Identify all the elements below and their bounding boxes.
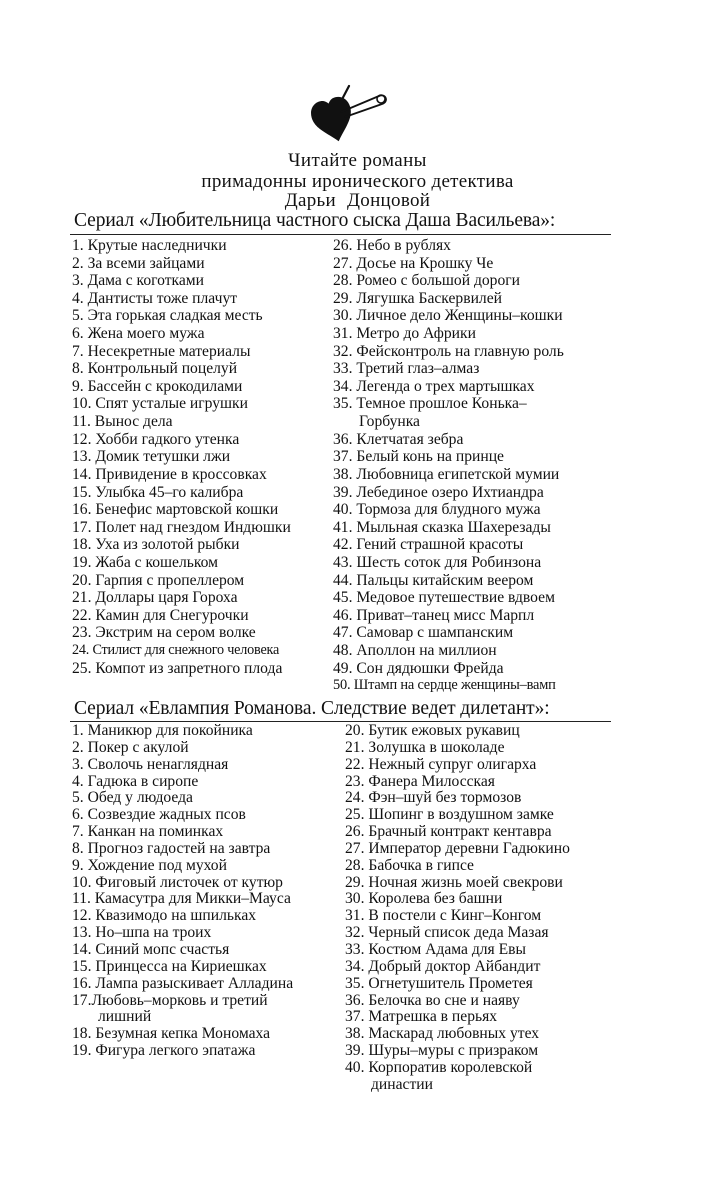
list-item: 15. Улыбка 45–го калибра (72, 483, 244, 501)
list-item-text: 35. Темное прошлое Конька– (333, 395, 527, 413)
list-item: 12. Квазимодо на шпильках (72, 907, 257, 925)
list-item: 42. Гений страшной красоты (333, 536, 524, 554)
list-item: 44. Пальцы китайским веером (333, 571, 534, 589)
list-item: 28. Бабочка в гипсе (345, 856, 474, 874)
list-item: 16. Лампа разыскивает Алладина (72, 974, 294, 992)
list-item: 43. Шесть соток для Робинзона (333, 553, 542, 571)
list-item: 8. Прогноз гадостей на завтра (72, 839, 271, 857)
list-item: 18. Безумная кепка Мономаха (72, 1025, 271, 1043)
series1-rule (70, 234, 611, 235)
list-item: 33. Костюм Адама для Евы (345, 940, 526, 958)
list-item: 24. Стилист для снежного человека (72, 642, 280, 659)
list-item: 35. Огнетушитель Прометея (345, 974, 533, 992)
list-item: 16. Бенефис мартовской кошки (72, 501, 279, 519)
heart-needle-logo (311, 82, 389, 146)
list-item: 3. Сволочь ненаглядная (72, 755, 229, 773)
list-item: 20. Гарпия с пропеллером (72, 571, 245, 589)
list-item: 15. Принцесса на Кириешках (72, 957, 267, 975)
list-item: 36. Клетчатая зебра (333, 430, 464, 448)
list-item: 17. Полет над гнездом Индюшки (72, 518, 291, 536)
list-item: 23. Экстрим на сером волке (72, 624, 256, 642)
list-item: 27. Досье на Крошку Че (333, 254, 494, 272)
list-item: 37. Белый конь на принце (333, 448, 504, 466)
list-item: 1. Крутые наследнички (72, 237, 227, 254)
list-item: 14. Привидение в кроссовках (72, 465, 267, 483)
series1-right-column (333, 237, 564, 695)
list-item: 47. Самовар с шампанским (333, 624, 514, 642)
series2-title: Сериал «Евлампия Романова. Следствие ведет дилетант»: (74, 698, 550, 719)
list-item (345, 1060, 570, 1094)
list-item: 5. Эта горькая сладкая месть (72, 307, 263, 325)
list-item: 5. Обед у людоеда (72, 789, 193, 807)
header-line-1: Читайте романы (288, 150, 427, 171)
series2-left-column (72, 723, 293, 1060)
list-item (72, 993, 293, 1027)
list-item: 29. Ночная жизнь моей свекрови (345, 873, 563, 891)
list-item: 11. Вынос дела (72, 413, 173, 431)
list-item-continuation: лишний (98, 1008, 152, 1026)
list-item: 37. Матрешка в перьях (345, 1008, 498, 1026)
list-item: 14. Синий мопс счастья (72, 940, 230, 958)
list-item: 41. Мыльная сказка Шахерезады (333, 518, 551, 536)
list-item: 30. Королева без башни (345, 890, 503, 908)
header-line-2: примадонны иронического детектива (201, 171, 514, 192)
list-item: 30. Личное дело Женщины–кошки (333, 307, 563, 325)
list-item: 7. Несекретные материалы (72, 342, 251, 360)
list-item: 19. Фигура легкого эпатажа (72, 1042, 256, 1060)
series2-right-column (345, 723, 570, 1094)
list-item: 31. Метро до Африки (333, 325, 476, 343)
list-item: 39. Лебединое озеро Ихтиандра (333, 483, 544, 501)
list-item: 1. Маникюр для покойника (72, 722, 253, 739)
list-item: 32. Фейсконтроль на главную роль (333, 342, 564, 360)
list-item: 50. Штамп на сердце женщины–вамп (333, 677, 556, 694)
list-item (333, 395, 564, 430)
list-item: 28. Ромео с большой дороги (333, 272, 521, 290)
list-item: 22. Нежный супруг олигарха (345, 755, 537, 773)
list-item: 6. Жена моего мужа (72, 325, 205, 343)
list-item: 8. Контрольный поцелуй (72, 360, 238, 378)
list-item: 31. В постели с Кинг–Конгом (345, 907, 542, 925)
list-item: 4. Дантисты тоже плачут (72, 289, 238, 307)
list-item: 3. Дама с коготками (72, 272, 205, 290)
list-item: 29. Лягушка Баскервилей (333, 289, 502, 307)
list-item: 48. Аполлон на миллион (333, 642, 497, 660)
list-item: 19. Жаба с кошельком (72, 553, 219, 571)
list-item: 2. Покер с акулой (72, 738, 189, 756)
list-item: 18. Уха из золотой рыбки (72, 536, 240, 554)
list-item: 12. Хобби гадкого утенка (72, 430, 240, 448)
list-item: 36. Белочка во сне и наяву (345, 991, 520, 1009)
list-item: 45. Медовое путешествие вдвоем (333, 589, 555, 607)
list-item: 38. Маскарад любовных утех (345, 1025, 540, 1043)
list-item: 25. Шопинг в воздушном замке (345, 806, 554, 824)
list-item: 40. Тормоза для блудного мужа (333, 501, 541, 519)
list-item: 24. Фэн–шуй без тормозов (345, 789, 522, 807)
list-item: 9. Бассейн с крокодилами (72, 377, 243, 395)
list-item: 46. Приват–танец мисс Марпл (333, 606, 535, 624)
list-item: 38. Любовница египетской мумии (333, 465, 560, 483)
list-item: 39. Шуры–муры с призраком (345, 1042, 539, 1060)
list-item: 21. Золушка в шоколаде (345, 738, 505, 756)
list-item: 20. Бутик ежовых рукавиц (345, 722, 520, 739)
list-item-continuation: Горбунка (359, 413, 420, 431)
list-item: 10. Спят усталые игрушки (72, 395, 248, 413)
list-item: 27. Император деревни Гадюкино (345, 839, 570, 857)
list-item: 49. Сон дядюшки Фрейда (333, 659, 504, 677)
list-item: 34. Добрый доктор Айбандит (345, 957, 541, 975)
list-item-text: 17.Любовь–морковь и третий (72, 991, 268, 1009)
list-item: 22. Камин для Снегурочки (72, 606, 249, 624)
series1-title: Сериал «Любительница частного сыска Даша Васильева»: (74, 210, 556, 231)
list-item: 13. Домик тетушки лжи (72, 448, 231, 466)
heart-icon (311, 94, 358, 146)
list-item: 25. Компот из запретного плода (72, 659, 283, 677)
list-item: 21. Доллары царя Гороха (72, 589, 238, 607)
list-item: 23. Фанера Милосская (345, 772, 495, 790)
list-item: 2. За всеми зайцами (72, 254, 205, 272)
list-item: 33. Третий глаз–алмаз (333, 360, 480, 378)
list-item: 4. Гадюка в сиропе (72, 772, 199, 790)
list-item: 32. Черный список деда Мазая (345, 924, 549, 942)
list-item: 10. Фиговый листочек от кутюр (72, 873, 283, 891)
list-item-continuation: династии (371, 1075, 433, 1093)
list-item: 7. Канкан на поминках (72, 823, 224, 841)
list-item: 11. Камасутра для Микки–Мауса (72, 890, 291, 908)
series1-left-column (72, 237, 291, 677)
list-item-text: 40. Корпоратив королевской (345, 1058, 533, 1076)
list-item: 34. Легенда о трех мартышках (333, 377, 535, 395)
list-item: 26. Небо в рублях (333, 237, 451, 254)
header-line-3: Дарьи Донцовой (284, 190, 431, 211)
list-item: 9. Хождение под мухой (72, 856, 227, 874)
list-item: 13. Но–шпа на троих (72, 924, 212, 942)
list-item: 6. Созвездие жадных псов (72, 806, 246, 824)
list-item: 26. Брачный контракт кентавра (345, 823, 552, 841)
